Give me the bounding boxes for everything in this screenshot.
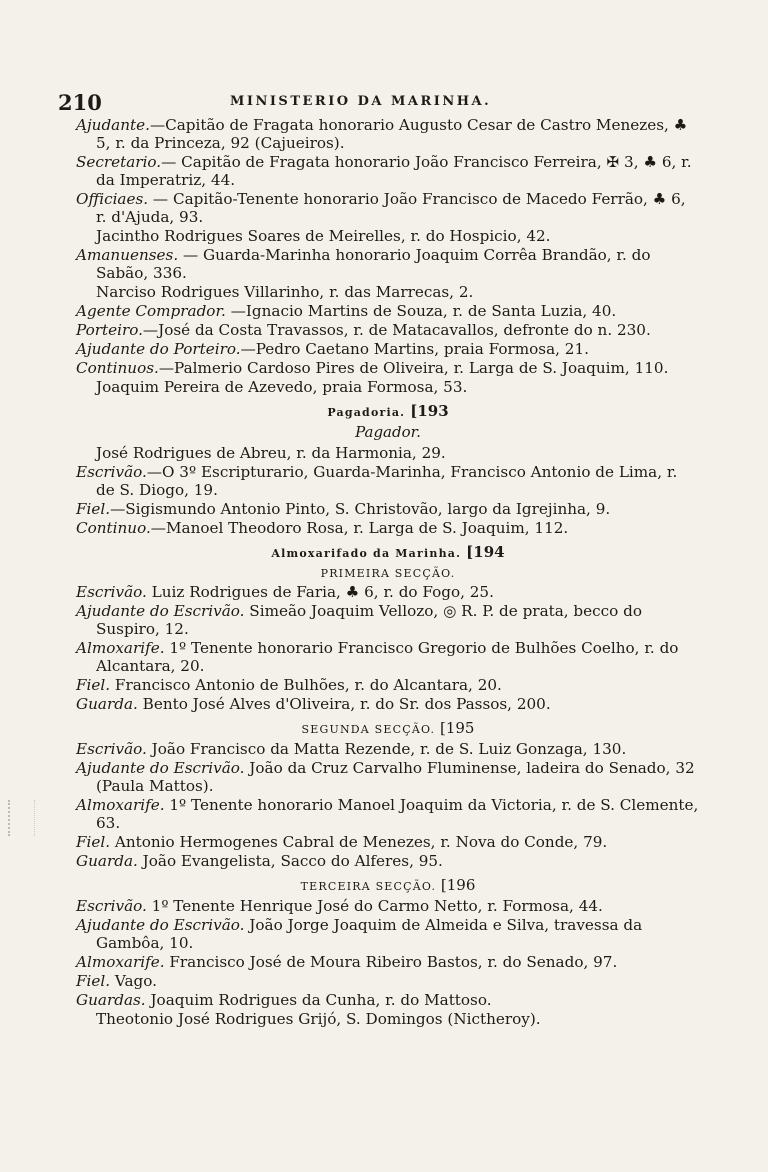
entry-text: —Ignacio Martins de Souza, r. de Santa Luzia, 40.	[225, 302, 617, 320]
directory-entry	[76, 740, 700, 758]
directory-entry	[76, 444, 700, 462]
entry-text: 1º Tenente honorario Francisco Gregorio de Bulhões Coelho, r. do Alcantara, 20.	[96, 639, 679, 675]
entry-text: Francisco Antonio de Bulhões, r. do Alcantara, 20.	[110, 676, 502, 694]
subsection-heading-2	[76, 719, 700, 737]
entry-role-label: Almoxarife.	[76, 796, 165, 814]
pagador-subheading: Pagador.	[355, 423, 421, 441]
entry-text: Francisco José de Moura Ribeiro Bastos, r. do Senado, 97.	[164, 953, 618, 971]
directory-entry	[76, 583, 700, 601]
entry-text: Jacintho Rodrigues Soares de Meirelles, r. do Hospicio, 42.	[96, 227, 551, 245]
directory-entry	[76, 378, 700, 396]
subsection-3-title: TERCEIRA SECÇÃO.	[300, 880, 437, 893]
pagadoria-heading-text: Pagadoria.	[327, 406, 406, 419]
directory-entry	[76, 227, 700, 245]
page-number: 210	[58, 90, 102, 115]
directory-entry	[76, 991, 700, 1009]
entry-text: —Manoel Theodoro Rosa, r. Larga de S. Joaquim, 112.	[150, 519, 569, 537]
directory-entry	[76, 359, 700, 377]
entry-role-label: Fiel.	[76, 500, 111, 518]
entry-text: Theotonio José Rodrigues Grijó, S. Domingos (Nictheroy).	[96, 1010, 541, 1028]
directory-entry	[76, 676, 700, 694]
entry-text: José Rodrigues de Abreu, r. da Harmonia, 29.	[96, 444, 446, 462]
directory-entry	[76, 1010, 700, 1028]
entry-text: Simeão Joaquim Vellozo, ◎ R. P. de prata, becco do Suspiro, 12.	[96, 602, 642, 638]
entry-text: João Jorge Joaquim de Almeida e Silva, travessa da Gambôa, 10.	[96, 916, 643, 952]
section-heading-almoxarifado	[76, 543, 700, 561]
page-header	[58, 90, 748, 114]
running-title: MINISTERIO DA MARINHA.	[230, 94, 492, 109]
entry-role-label: Officiaes.	[76, 190, 149, 208]
entry-text: Antonio Hermogenes Cabral de Menezes, r. Nova do Conde, 79.	[110, 833, 608, 851]
subsection-heading-1	[76, 567, 700, 580]
pagadoria-list	[76, 444, 700, 537]
directory-entry	[76, 833, 700, 851]
directory-top-list	[76, 116, 700, 396]
entry-text: 1º Tenente honorario Manoel Joaquim da Victoria, r. de S. Clemente, 63.	[96, 796, 699, 832]
subsection-3-ref: [196	[440, 876, 476, 894]
directory-entry	[76, 519, 700, 537]
entry-text: João da Cruz Carvalho Fluminense, ladeira do Senado, 32 (Paula Mattos).	[96, 759, 695, 795]
entry-role-label: Ajudante do Escrivão.	[76, 602, 245, 620]
entry-role-label: Continuos.	[76, 359, 159, 377]
subsection-heading-3	[76, 876, 700, 894]
directory-entry	[76, 302, 700, 320]
directory-entry	[76, 321, 700, 339]
entry-text: —Pedro Caetano Martins, praia Formosa, 21.	[240, 340, 589, 358]
page-body	[76, 116, 700, 1029]
entry-text: —José da Costa Travassos, r. de Matacavallos, defronte do n. 230.	[142, 321, 651, 339]
directory-entry	[76, 953, 700, 971]
entry-role-label: Ajudante do Escrivão.	[76, 759, 245, 777]
entry-role-label: Guarda.	[76, 695, 138, 713]
entry-text: Joaquim Rodrigues da Cunha, r. do Mattoso.	[145, 991, 492, 1009]
directory-entry	[76, 852, 700, 870]
margin-stain	[8, 800, 35, 836]
pagadoria-ref: [193	[410, 402, 449, 420]
directory-entry	[76, 500, 700, 518]
subsection-1-list	[76, 583, 700, 713]
directory-entry	[76, 972, 700, 990]
directory-entry	[76, 153, 700, 189]
subsection-2-ref: [195	[439, 719, 475, 737]
entry-text: Joaquim Pereira de Azevedo, praia Formosa, 53.	[96, 378, 468, 396]
subsection-1-title: PRIMEIRA SECÇÃO.	[320, 567, 456, 580]
directory-entry	[76, 759, 700, 795]
subsection-3-list	[76, 897, 700, 1028]
entry-role-label: Almoxarife.	[76, 953, 165, 971]
directory-entry	[76, 463, 700, 499]
entry-role-label: Fiel.	[76, 833, 111, 851]
entry-text: —O 3º Escripturario, Guarda-Marinha, Francisco Antonio de Lima, r. de S. Diogo, 19.	[96, 463, 678, 499]
section-heading-pagadoria	[76, 402, 700, 420]
entry-role-label: Ajudante.	[76, 116, 150, 134]
entry-text: Vago.	[110, 972, 157, 990]
directory-entry	[76, 695, 700, 713]
entry-text: João Evangelista, Sacco do Alferes, 95.	[137, 852, 443, 870]
entry-role-label: Escrivão.	[76, 583, 147, 601]
directory-entry	[76, 283, 700, 301]
entry-role-label: Secretario.	[76, 153, 162, 171]
directory-entry	[76, 639, 700, 675]
entry-role-label: Fiel.	[76, 676, 111, 694]
entry-role-label: Escrivão.	[76, 897, 147, 915]
subsection-2-title: SEGUNDA SECÇÃO.	[301, 723, 436, 736]
entry-role-label: Guarda.	[76, 852, 138, 870]
entry-role-label: Fiel.	[76, 972, 111, 990]
almoxarifado-ref: [194	[466, 543, 505, 561]
entry-text: Narciso Rodrigues Villarinho, r. das Marrecas, 2.	[96, 283, 474, 301]
directory-entry	[76, 246, 700, 282]
entry-text: — Capitão-Tenente honorario João Francisco de Macedo Ferrão, ♣ 6, r. d'Ajuda, 93.	[96, 190, 686, 226]
entry-text: 1º Tenente Henrique José do Carmo Netto, r. Formosa, 44.	[146, 897, 603, 915]
directory-entry	[76, 796, 700, 832]
entry-role-label: Escrivão.	[76, 740, 147, 758]
entry-text: Bento José Alves d'Oliveira, r. do Sr. dos Passos, 200.	[137, 695, 551, 713]
entry-text: Luiz Rodrigues de Faria, ♣ 6, r. do Fogo, 25.	[146, 583, 494, 601]
entry-role-label: Ajudante do Escrivão.	[76, 916, 245, 934]
entry-text: —Capitão de Fragata honorario Augusto Cesar de Castro Menezes, ♣ 5, r. da Princeza, 92 (Cajueiros).	[96, 116, 688, 152]
entry-role-label: Almoxarife.	[76, 639, 165, 657]
entry-role-label: Escrivão.	[76, 463, 147, 481]
entry-text: — Capitão de Fragata honorario João Francisco Ferreira, ✠ 3, ♣ 6, r. da Imperatriz, 44.	[96, 153, 692, 189]
directory-entry	[76, 602, 700, 638]
directory-entry	[76, 190, 700, 226]
entry-role-label: Agente Comprador.	[76, 302, 226, 320]
almoxarifado-heading-text: Almoxarifado da Marinha.	[271, 547, 462, 560]
entry-text: —Palmerio Cardoso Pires de Oliveira, r. Larga de S. Joaquim, 110.	[158, 359, 669, 377]
directory-entry	[76, 116, 700, 152]
directory-entry	[76, 897, 700, 915]
entry-text: João Francisco da Matta Rezende, r. de S. Luiz Gonzaga, 130.	[146, 740, 627, 758]
directory-entry	[76, 340, 700, 358]
entry-role-label: Porteiro.	[76, 321, 143, 339]
entry-role-label: Amanuenses.	[76, 246, 179, 264]
entry-text: — Guarda-Marinha honorario Joaquim Corrêa Brandão, r. do Sabão, 336.	[96, 246, 651, 282]
directory-entry	[76, 916, 700, 952]
entry-role-label: Continuo.	[76, 519, 151, 537]
entry-role-label: Guardas.	[76, 991, 146, 1009]
subsection-2-list	[76, 740, 700, 870]
entry-text: —Sigismundo Antonio Pinto, S. Christovão, largo da Igrejinha, 9.	[110, 500, 611, 518]
entry-role-label: Ajudante do Porteiro.	[76, 340, 241, 358]
